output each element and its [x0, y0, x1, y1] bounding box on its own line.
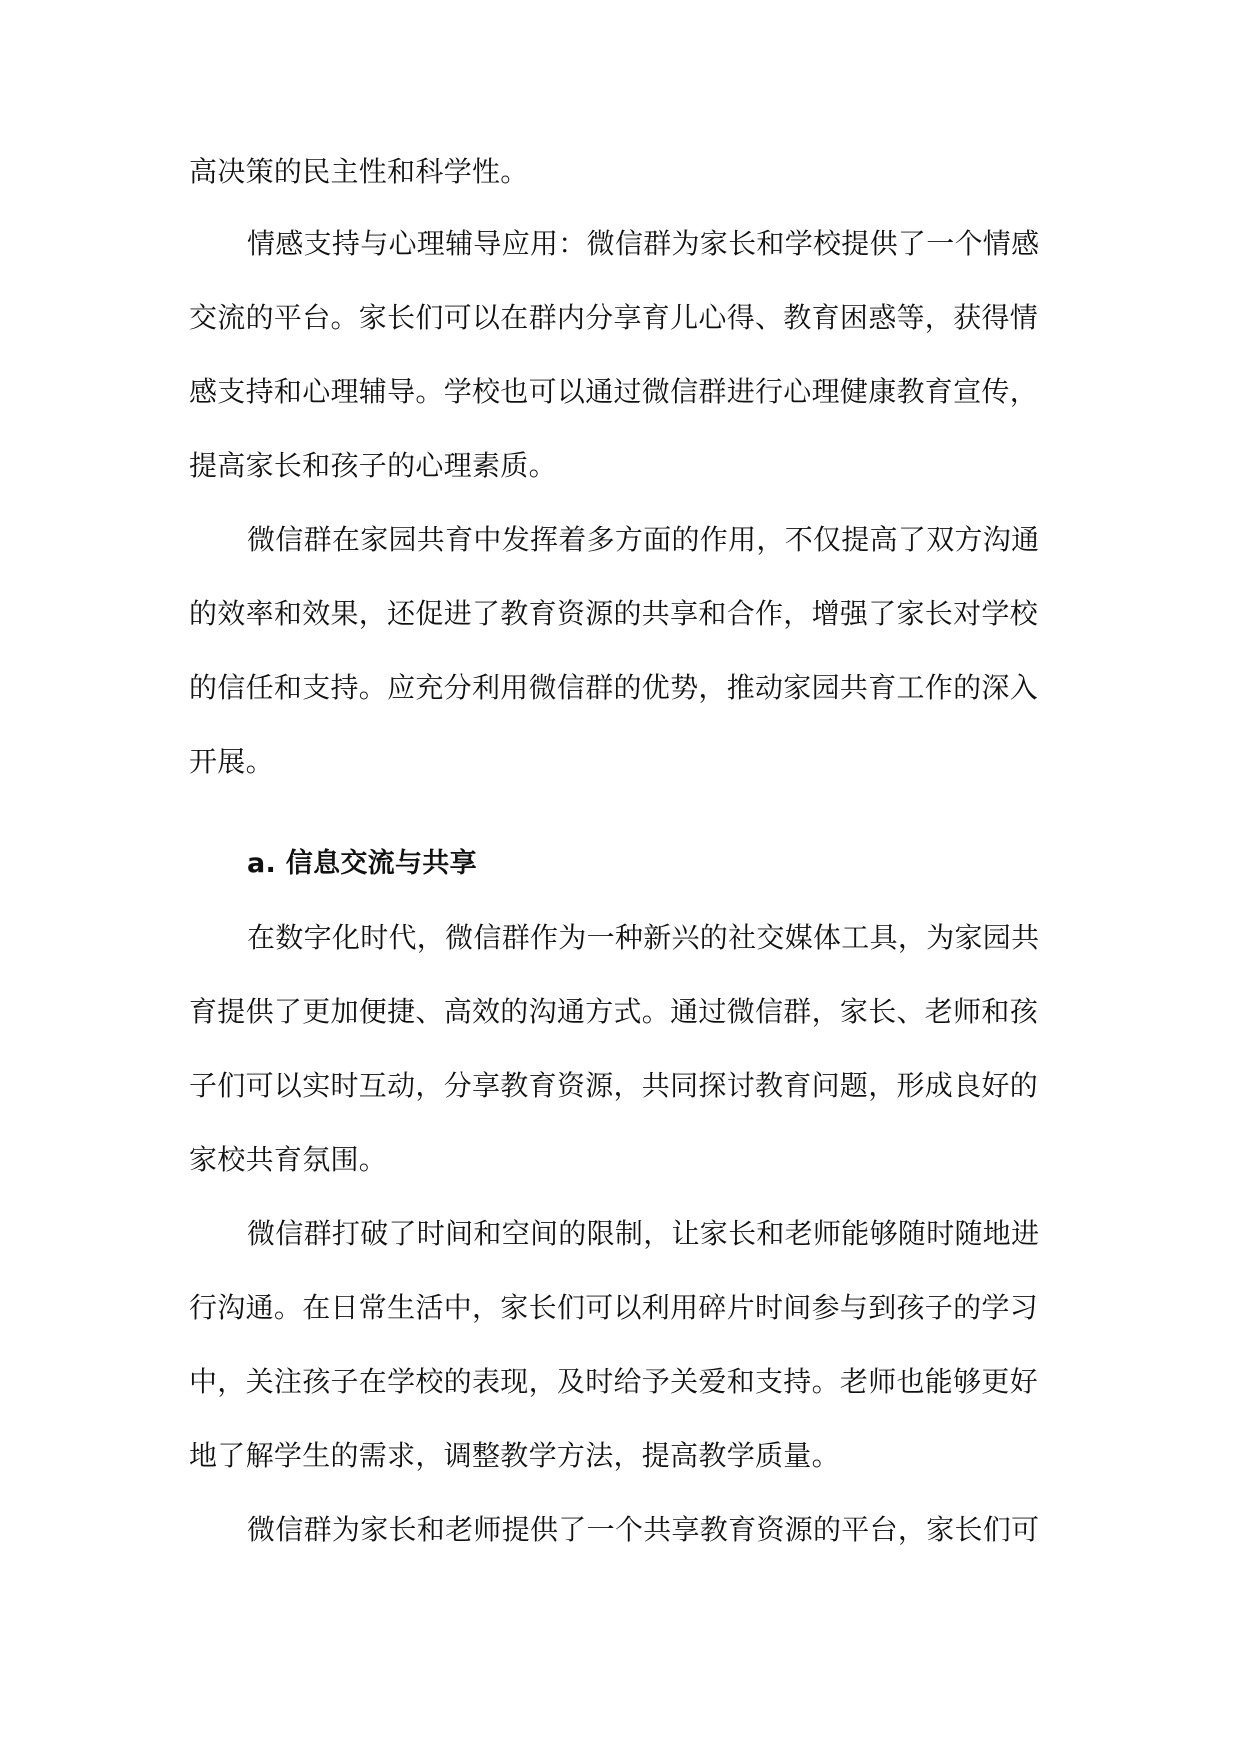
- paragraph-line: 家校共育氛围。: [189, 1143, 388, 1176]
- paragraph-line: 情感支持与心理辅导应用：微信群为家长和学校提供了一个情感: [247, 227, 1040, 260]
- paragraph-line: 高决策的民主性和科学性。: [189, 155, 529, 188]
- paragraph-line: 交流的平台。家长们可以在群内分享育儿心得、教育困惑等，获得情: [189, 301, 1039, 334]
- paragraph-line: 地了解学生的需求，调整教学方法，提高教学质量。: [189, 1439, 840, 1472]
- section-heading: a. 信息交流与共享: [247, 848, 477, 879]
- paragraph-line: 在数字化时代，微信群作为一种新兴的社交媒体工具，为家园共: [247, 921, 1040, 954]
- paragraph-line: 行沟通。在日常生活中，家长们可以利用碎片时间参与到孩子的学习: [189, 1291, 1039, 1324]
- paragraph-line: 微信群在家园共育中发挥着多方面的作用，不仅提高了双方沟通: [247, 523, 1040, 556]
- paragraph-line: 微信群打破了时间和空间的限制，让家长和老师能够随时随地进: [247, 1217, 1040, 1250]
- paragraph-line: 感支持和心理辅导。学校也可以通过微信群进行心理健康教育宣传，: [189, 375, 1039, 408]
- paragraph-line: 微信群为家长和老师提供了一个共享教育资源的平台，家长们可: [247, 1513, 1040, 1546]
- paragraph-line: 开展。: [189, 745, 274, 778]
- paragraph-line: 的效率和效果，还促进了教育资源的共享和合作，增强了家长对学校: [189, 597, 1039, 630]
- paragraph-line: 的信任和支持。应充分利用微信群的优势，推动家园共育工作的深入: [189, 671, 1039, 704]
- paragraph-line: 子们可以实时互动，分享教育资源，共同探讨教育问题，形成良好的: [189, 1069, 1039, 1102]
- paragraph-line: 中，关注孩子在学校的表现，及时给予关爱和支持。老师也能够更好: [189, 1365, 1039, 1398]
- paragraph-line: 育提供了更加便捷、高效的沟通方式。通过微信群，家长、老师和孩: [189, 995, 1039, 1028]
- paragraph-line: 提高家长和孩子的心理素质。: [189, 449, 557, 482]
